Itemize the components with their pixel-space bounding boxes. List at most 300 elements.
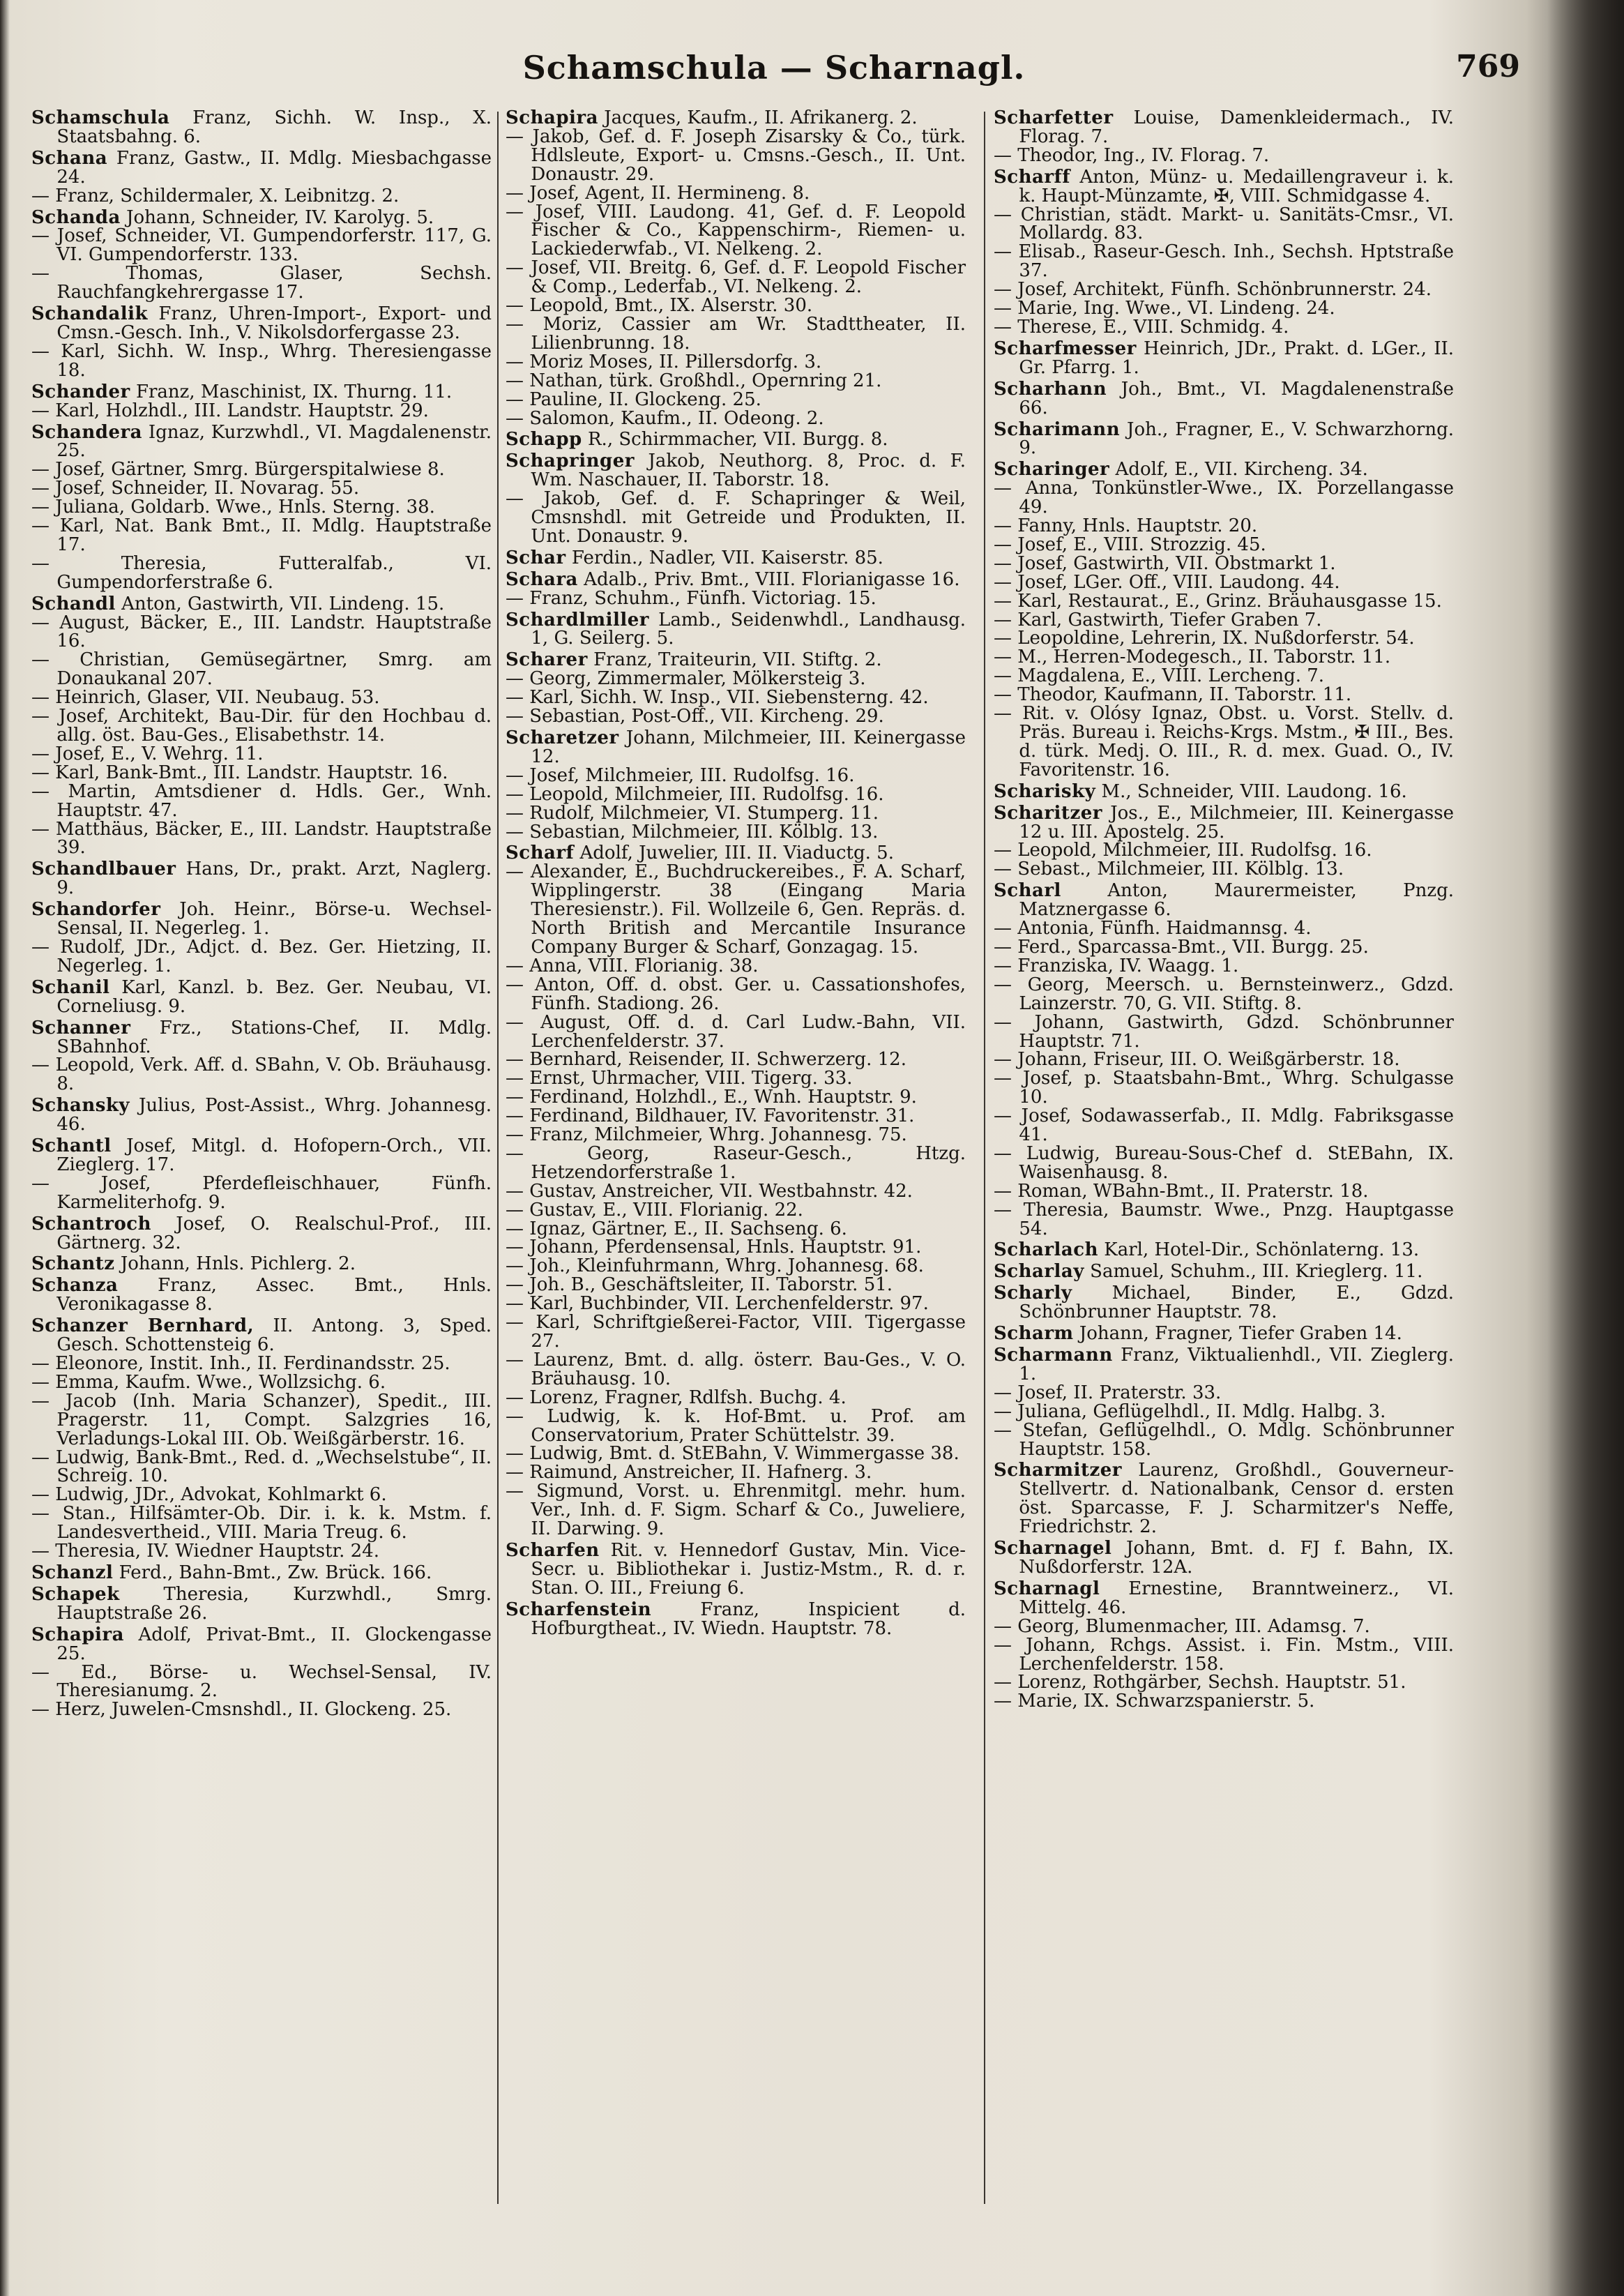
entry-details: — Georg, Meersch. u. Bernsteinwerz., Gdzd. Lainzerstr. 70, G. VII. Stiftg. 8. — [994, 974, 1454, 1014]
directory-entry-sub — [994, 938, 1454, 957]
entry-surname: Schapek — [31, 1583, 120, 1605]
directory-entry-head — [506, 611, 966, 649]
entry-details: — Jacob (Inh. Maria Schanzer), Spedit., III. Pragerstr. 11, Compt. Salzgries 16, Verladungs-Lokal III. Ob. Weißgärberstr. 16. — [31, 1390, 492, 1449]
directory-entry-sub — [994, 1384, 1454, 1403]
entry-details: — Josef, Schneider, VI. Gumpendorferstr. 117, G. VI. Gumpendorferstr. 133. — [31, 225, 492, 266]
entry-details: — Jakob, Gef. d. F. Schapringer & Weil, Cmsnshdl. mit Getreide und Produkten, II. Unt. Donaustr. 9. — [506, 488, 966, 547]
directory-entry-sub — [994, 686, 1454, 704]
entry-details: — Leopoldine, Lehrerin, IX. Nußdorferstr. 54. — [994, 628, 1415, 649]
directory-entry-sub — [994, 243, 1454, 280]
entry-surname: Scharinger — [994, 459, 1110, 481]
directory-entry-sub — [31, 780, 492, 821]
directory-entry-head — [506, 549, 966, 568]
entry-details: Adolf, Privat-Bmt., II. Glockengasse 25. — [56, 1624, 492, 1664]
entry-details: — Josef, VII. Breitg. 6, Gef. d. F. Leopold Fischer & Comp., Lederfab., VI. Nelkeng. 2. — [506, 257, 966, 298]
directory-entry-sub — [31, 1449, 492, 1486]
entry-details: Ferdin., Nadler, VII. Kaiserstr. 85. — [571, 547, 883, 568]
entry-details: — Josef, Gärtner, Smrg. Bürgerspitalwiese 8. — [31, 459, 445, 481]
directory-entry-head — [31, 383, 492, 402]
entry-details: — Ferdinand, Holzhdl., E., Wnh. Hauptstr. 9. — [506, 1087, 917, 1108]
directory-entry-head — [994, 1580, 1454, 1617]
directory-entry-sub — [506, 1351, 966, 1389]
directory-entry-sub — [31, 745, 492, 764]
directory-entry-head — [506, 1601, 966, 1638]
entry-details: — Anna, Tonkünstler-Wwe., IX. Porzellangasse 49. — [994, 478, 1454, 518]
entry-details: Julius, Post-Assist., Whrg. Johannesg. 46. — [56, 1095, 492, 1135]
entry-details: Karl, Kanzl. b. Bez. Ger. Neubau, VI. Corneliusg. 9. — [56, 976, 492, 1017]
entry-surname: Scharitzer — [994, 802, 1102, 824]
directory-entry-sub — [994, 860, 1454, 879]
entry-details: — Ed., Börse- u. Wechsel-Sensal, IV. Theresianumg. 2. — [31, 1661, 492, 1702]
entry-details: — Therese, E., VIII. Schmidg. 4. — [994, 316, 1289, 338]
entry-details: — Johann, Rchgs. Assist. i. Fin. Mstm., VIII. Lerchenfelderstr. 158. — [994, 1634, 1454, 1675]
entry-details: R., Schirmmacher, VII. Burgg. 8. — [587, 429, 888, 451]
directory-entry-sub — [994, 667, 1454, 686]
entry-details: — Karl, Holzhdl., III. Landstr. Hauptstr. 29. — [31, 400, 429, 421]
entry-surname: Scharm — [994, 1323, 1074, 1345]
directory-entry-sub — [994, 280, 1454, 299]
directory-entry-head — [994, 1539, 1454, 1577]
entry-details: M., Schneider, VIII. Laudong. 16. — [1101, 780, 1407, 802]
directory-entry-sub — [506, 1220, 966, 1239]
directory-entry-head — [31, 305, 492, 342]
column-rule — [984, 112, 985, 2204]
directory-entry-sub — [31, 651, 492, 688]
column-2 — [506, 106, 966, 1638]
directory-entry-sub — [31, 1663, 492, 1701]
entry-details: — Emma, Kaufm. Wwe., Wollzsichg. 6. — [31, 1371, 386, 1393]
directory-entry-sub — [994, 1013, 1454, 1051]
entry-surname: Schansky — [31, 1095, 130, 1117]
entry-surname: Scharmann — [994, 1345, 1113, 1366]
entry-details: — Josef, LGer. Off., VIII. Laudong. 44. — [994, 571, 1340, 593]
directory-entry-sub — [994, 1400, 1454, 1422]
entry-details: — Jakob, Gef. d. F. Joseph Zisarsky & Co., türk. Hdlsleute, Export- u. Cmsns.-Gesch., II. Unt. Donaustr. 29. — [506, 126, 966, 185]
entry-details: — Thomas, Glaser, Sechsh. Rauchfangkehrergasse 17. — [31, 263, 492, 303]
directory-entry-head — [31, 1255, 492, 1274]
entry-details: — Theresia, IV. Wiedner Hauptstr. 24. — [31, 1541, 379, 1562]
entry-details: — Leopold, Milchmeier, III. Rudolfsg. 16. — [506, 783, 884, 805]
entry-details: — Josef, Architekt, Fünfh. Schönbrunnerstr. 24. — [994, 279, 1432, 301]
entry-details: — Theresia, Baumstr. Wwe., Pnzg. Hauptgasse 54. — [994, 1199, 1454, 1239]
directory-entry-sub — [506, 296, 966, 315]
directory-entry-sub — [994, 704, 1454, 780]
entry-details: — Ferdinand, Bildhauer, IV. Favoritenstr. 31. — [506, 1105, 915, 1127]
directory-entry-sub — [31, 1542, 492, 1561]
directory-entry-sub — [31, 1172, 492, 1213]
directory-entry-sub — [506, 315, 966, 353]
entry-details: Heinrich, JDr., Prakt. d. LGer., II. Gr. Pfarrg. 1. — [1019, 338, 1455, 378]
directory-entry-head — [994, 780, 1454, 802]
entry-details: Johann, Bmt. d. FJ f. Bahn, IX. Nußdorferstr. 12A. — [1019, 1538, 1454, 1578]
entry-details: Karl, Hotel-Dir., Schönlaterng. 13. — [1104, 1239, 1420, 1261]
entry-details: — Lorenz, Fragner, Rdlfsh. Buchg. 4. — [506, 1387, 847, 1408]
entry-details: Josef, O. Realschul-Prof., III. Gärtnerg. 32. — [56, 1213, 492, 1253]
entry-details: — Josef, II. Praterstr. 33. — [994, 1382, 1222, 1403]
entry-surname: Schamschula — [31, 107, 170, 128]
entry-details: Ferd., Bahn-Bmt., Zw. Brück. 166. — [119, 1562, 432, 1583]
directory-entry-sub — [506, 957, 966, 976]
directory-entry-sub — [994, 629, 1454, 648]
directory-entry-sub — [31, 342, 492, 380]
entry-surname: Schandera — [31, 421, 143, 443]
entry-details: Franz, Traiteurin, VII. Stiftg. 2. — [593, 649, 882, 671]
entry-details: Franz, Sichh. W. Insp., X. Staatsbahng. 6. — [56, 107, 492, 147]
directory-entry-sub — [506, 203, 966, 259]
entry-details: — Stan., Hilfsämter-Ob. Dir. i. k. k. Mstm. f. Landesvertheid., VIII. Maria Treug. 6. — [31, 1503, 492, 1543]
directory-entry-sub — [994, 554, 1454, 573]
entry-details: — Theodor, Ing., IV. Florag. 7. — [994, 144, 1270, 166]
entry-surname: Scharl — [994, 880, 1061, 902]
entry-details: — Fanny, Hnls. Hauptstr. 20. — [994, 515, 1258, 537]
entry-details: — Ferd., Sparcassa-Bmt., VII. Burgg. 25. — [994, 936, 1369, 958]
directory-entry-sub — [31, 938, 492, 976]
directory-entry-sub — [31, 1700, 492, 1719]
entry-details: Samuel, Schuhm., III. Krieglerg. 11. — [1090, 1261, 1423, 1283]
directory-entry-sub — [994, 1617, 1454, 1636]
entry-details: — Josef, VIII. Laudong. 41, Gef. d. F. Leopold Fischer & Co., Kappenschirm-, Riemen- u. Lackiederwfab., VI. Nelkeng. 2. — [506, 201, 966, 260]
entry-details: — Sebastian, Milchmeier, III. Kölblg. 13. — [506, 821, 879, 843]
directory-entry-sub — [31, 614, 492, 651]
entry-details: Rit. v. Hennedorf Gustav, Min. Vice-Secr. u. Bibliothekar i. Justiz-Mstm., R. d. r. Stan. O. III., Freiung 6. — [531, 1539, 966, 1599]
directory-entry-sub — [506, 1182, 966, 1201]
entry-details: — Theresia, Futteralfab., VI. Gumpendorferstraße 6. — [31, 552, 492, 593]
entry-details: — Ludwig, Bank-Bmt., Red. d. „Wechselstube“, II. Schreig. 10. — [31, 1447, 492, 1487]
directory-entry-head — [994, 804, 1454, 842]
entry-surname: Schantroch — [31, 1213, 152, 1234]
directory-entry-head — [31, 1096, 492, 1134]
entry-surname: Schar — [506, 547, 566, 568]
entry-details: Joh. Heinr., Börse-u. Wechsel-Sensal, II. Negerleg. 1. — [56, 899, 492, 939]
column-1 — [31, 106, 492, 1719]
directory-entry-head — [994, 1324, 1454, 1343]
directory-entry-sub — [31, 554, 492, 592]
directory-entry-sub — [994, 146, 1454, 165]
entry-surname: Scharer — [506, 649, 588, 671]
entry-details: — Josef, Schneider, II. Novarag. 55. — [31, 478, 360, 499]
directory-entry-sub — [31, 1486, 492, 1504]
entry-surname: Schanza — [31, 1275, 119, 1297]
directory-entry-head — [994, 882, 1454, 919]
directory-entry-sub — [506, 589, 966, 608]
entry-details: — Karl, Nat. Bank Bmt., II. Mdlg. Hauptstraße 17. — [31, 515, 492, 555]
entry-details: — Johann, Friseur, III. O. Weißgärberstr. 18. — [994, 1049, 1400, 1071]
directory-entry-sub — [506, 1257, 966, 1276]
entry-details: — Karl, Sichh. W. Insp., VII. Siebensterng. 42. — [506, 687, 929, 709]
directory-entry-sub — [506, 1444, 966, 1463]
directory-entry-sub — [506, 823, 966, 842]
entry-details: — Josef, Gastwirth, VII. Obstmarkt 1. — [994, 552, 1336, 574]
entry-details: — Georg, Blumenmacher, III. Adamsg. 7. — [994, 1615, 1370, 1637]
entry-details: — Juliana, Goldarb. Wwe., Hnls. Sterng. 38. — [31, 497, 435, 518]
entry-details: — August, Bäcker, E., III. Landstr. Hauptstraße 16. — [31, 612, 492, 652]
directory-entry-sub — [506, 490, 966, 546]
entry-details: Michael, Binder, E., Gdzd. Schönbrunner Hauptstr. 78. — [1019, 1283, 1454, 1323]
entry-details: — Leopold, Verk. Aff. d. SBahn, V. Ob. Bräuhausg. 8. — [31, 1055, 492, 1095]
entry-details: — Karl, Bank-Bmt., III. Landstr. Hauptstr. 16. — [31, 762, 448, 783]
directory-entry-sub — [994, 841, 1454, 860]
entry-details: — Herz, Juwelen-Cmsnshdl., II. Glockeng. 25. — [31, 1699, 452, 1721]
entry-details: — Salomon, Kaufm., II. Odeong. 2. — [506, 407, 824, 429]
entry-details: — Marie, IX. Schwarzspanierstr. 5. — [994, 1691, 1315, 1712]
directory-entry-sub — [994, 1182, 1454, 1201]
entry-details: Franz, Viktualienhdl., VII. Zieglerg. 1. — [1019, 1345, 1454, 1384]
entry-details: — Laurenz, Bmt. d. allg. österr. Bau-Ges., V. O. Bräuhausg. 10. — [506, 1349, 966, 1389]
directory-entry-head — [994, 460, 1454, 479]
entry-details: — Georg, Raseur-Gesch., Htzg. Hetzendorferstraße 1. — [506, 1142, 966, 1183]
directory-entry-sub — [994, 1421, 1454, 1459]
entry-details: Joh., Bmt., VI. Magdalenenstraße 66. — [1019, 378, 1454, 418]
entry-details: — Josef, Sodawasserfab., II. Mdlg. Fabriksgasse 41. — [994, 1105, 1454, 1146]
directory-entry-sub — [31, 820, 492, 858]
directory-entry-head — [31, 206, 492, 228]
entry-details: Johann, Fragner, Tiefer Graben 14. — [1079, 1323, 1402, 1345]
entry-details: — Marie, Ing. Wwe., VI. Lindeng. 24. — [994, 298, 1335, 319]
entry-details: — Ludwig, k. k. Hof-Bmt. u. Prof. am Conservatorium, Prater Schüttelstr. 39. — [506, 1405, 966, 1446]
directory-entry-sub — [31, 498, 492, 517]
directory-entry-sub — [994, 299, 1454, 318]
directory-entry-sub — [506, 688, 966, 707]
directory-entry-sub — [994, 517, 1454, 536]
directory-entry-sub — [31, 264, 492, 302]
directory-entry-sub — [506, 259, 966, 296]
entry-details: — Josef, E., VIII. Strozzig. 45. — [994, 534, 1266, 555]
entry-details: — Anton, Off. d. obst. Ger. u. Cassationshofes, Fünfh. Stadiong. 26. — [506, 974, 966, 1014]
directory-entry-sub — [506, 707, 966, 726]
directory-entry-sub — [31, 460, 492, 479]
directory-entry-sub — [31, 517, 492, 554]
directory-entry-sub — [31, 1354, 492, 1373]
entry-details: — Leopold, Milchmeier, III. Rudolfsg. 16. — [994, 840, 1372, 861]
directory-entry-head — [506, 1541, 966, 1598]
directory-entry-sub — [506, 1313, 966, 1351]
directory-entry-sub — [31, 227, 492, 264]
entry-details: Joh., Fragner, E., V. Schwarzhorng. 9. — [1019, 418, 1455, 459]
directory-entry-head — [994, 1262, 1454, 1281]
entry-surname: Schapira — [31, 1624, 124, 1645]
entry-details: — Josef, Architekt, Bau-Dir. für den Hochbau d. allg. öst. Bau-Ges., Elisabethstr. 14. — [31, 706, 492, 746]
directory-entry-sub — [506, 1013, 966, 1051]
entry-details: — Franz, Schuhm., Fünfh. Victoriag. 15. — [506, 587, 876, 609]
directory-entry-head — [31, 1276, 492, 1314]
directory-entry-sub — [994, 648, 1454, 667]
entry-details: — Bernhard, Reisender, II. Schwerzerg. 12. — [506, 1049, 906, 1071]
entry-surname: Scharlach — [994, 1239, 1099, 1261]
directory-entry-head — [31, 1317, 492, 1354]
entry-surname: Scharff — [994, 166, 1070, 188]
entry-details: Jos., E., Milchmeier, III. Keinergasse 12 u. III. Apostelg. 25. — [1019, 802, 1454, 843]
entry-surname: Schantl — [31, 1135, 112, 1157]
entry-details: Ignaz, Kurzwhdl., VI. Magdalenenstr. 25. — [56, 421, 492, 462]
entry-details: — Ludwig, Bureau-Sous-Chef d. StEBahn, IX. Waisenhausg. 8. — [994, 1142, 1454, 1183]
entry-details: — Heinrich, Glaser, VII. Neubaug. 53. — [31, 687, 380, 709]
directory-entry-sub — [994, 1142, 1454, 1183]
entry-details: — Roman, WBahn-Bmt., II. Praterstr. 18. — [994, 1180, 1369, 1202]
directory-entry-sub — [994, 536, 1454, 554]
entry-details: Jakob, Neuthorg. 8, Proc. d. F. Wm. Naschauer, II. Taborstr. 18. — [531, 451, 966, 491]
directory-entry-head — [31, 149, 492, 187]
entry-details: — Elisab., Raseur-Gesch. Inh., Sechsh. Hptstraße 37. — [994, 241, 1454, 282]
directory-entry-head — [31, 1626, 492, 1663]
entry-surname: Schara — [506, 568, 578, 590]
entry-details: — Sebastian, Post-Off., VII. Kircheng. 29. — [506, 706, 884, 727]
entry-details: Johann, Schneider, IV. Karolyg. 5. — [126, 206, 434, 228]
entry-surname: Scharnagl — [994, 1578, 1100, 1599]
entry-details: — Matthäus, Bäcker, E., III. Landstr. Hauptstraße 39. — [31, 818, 492, 859]
directory-entry-head — [31, 109, 492, 146]
entry-surname: Scharfen — [506, 1539, 600, 1561]
entry-surname: Schardlmiller — [506, 609, 649, 630]
entry-details: — Georg, Zimmermaler, Mölkersteig 3. — [506, 668, 866, 690]
directory-entry-sub — [506, 976, 966, 1013]
entry-details: Adolf, E., VII. Kircheng. 34. — [1115, 459, 1368, 481]
entry-details: — Ignaz, Gärtner, E., II. Sachseng. 6. — [506, 1218, 847, 1239]
directory-entry-sub — [994, 1673, 1454, 1692]
entry-details: Johann, Hnls. Pichlerg. 2. — [120, 1253, 356, 1275]
entry-details: Josef, Mitgl. d. Hofopern-Orch., VII. Zieglerg. 17. — [56, 1135, 492, 1175]
entry-details: — Josef, E., V. Wehrg. 11. — [31, 743, 264, 764]
directory-entry-sub — [506, 1107, 966, 1126]
directory-entry-sub — [506, 785, 966, 804]
entry-surname: Schanner — [31, 1017, 131, 1039]
entry-details: Lamb., Seidenwhdl., Landhausg. 1, G. Seilerg. 5. — [531, 609, 966, 649]
entry-details: — Franz, Milchmeier, Whrg. Johannesg. 75. — [506, 1124, 907, 1146]
directory-entry-head — [994, 1284, 1454, 1322]
entry-details: Johann, Milchmeier, III. Keinergasse 12. — [531, 727, 966, 767]
entry-details: Anton, Maurermeister, Pnzg. Matznergasse 6. — [1019, 880, 1455, 921]
directory-entry-sub — [506, 766, 966, 785]
entry-details: II. Antong. 3, Sped. Gesch. Schottensteig 6. — [56, 1315, 492, 1356]
directory-entry-sub — [994, 206, 1454, 243]
directory-entry-sub — [506, 1238, 966, 1257]
entry-surname: Schapringer — [506, 451, 635, 472]
entry-details: — Leopold, Bmt., IX. Alserstr. 30. — [506, 295, 813, 317]
directory-entry-sub — [994, 611, 1454, 630]
directory-entry-head — [31, 1215, 492, 1253]
directory-entry-sub — [994, 479, 1454, 517]
entry-details: Theresia, Kurzwhdl., Smrg. Hauptstraße 26. — [56, 1583, 492, 1624]
entry-surname: Scharlay — [994, 1261, 1084, 1283]
entry-details: — Eleonore, Instit. Inh., II. Ferdinandsstr. 25. — [31, 1353, 450, 1374]
entry-details: — Josef, Milchmeier, III. Rudolfsg. 16. — [506, 764, 855, 786]
directory-entry-head — [31, 860, 492, 898]
directory-entry-sub — [506, 1126, 966, 1145]
directory-entry-head — [506, 651, 966, 670]
directory-entry-head — [994, 340, 1454, 377]
directory-entry-head — [31, 595, 492, 614]
entry-details: — Alexander, E., Buchdruckereibes., F. A. Scharf, Wipplingerstr. 38 (Eingang Maria Theresienstr.). Fil. Wollzeile 6, Gen. Repräs. d. North British and Mercantile Insurance Company Burger & Scharf, Gonzagag. 15. — [506, 861, 966, 958]
directory-entry-head — [994, 1461, 1454, 1536]
directory-entry-sub — [994, 573, 1454, 592]
directory-entry-sub — [31, 1056, 492, 1094]
running-head: Schamschula — Scharnagl. — [522, 49, 1026, 86]
directory-entry-sub — [506, 372, 966, 391]
entry-details: — Antonia, Fünfh. Haidmannsg. 4. — [994, 918, 1312, 939]
entry-details: Louise, Damenkleidermach., IV. Florag. 7. — [1019, 107, 1455, 147]
entry-details: — Josef, Pferdefleischhauer, Fünfh. Karmeliterhofg. 9. — [31, 1172, 492, 1213]
page-binding-shadow — [1547, 0, 1624, 2296]
entry-surname: Schanzl — [31, 1562, 114, 1583]
entry-details: Hans, Dr., prakt. Arzt, Naglerg. 9. — [56, 859, 492, 899]
directory-entry-sub — [506, 863, 966, 957]
page-header — [28, 49, 1520, 98]
directory-entry-sub — [506, 1482, 966, 1539]
entry-surname: Scharetzer — [506, 727, 619, 748]
entry-details: — Martin, Amtsdiener d. Hdls. Ger., Wnh. Hauptstr. 47. — [31, 780, 492, 821]
directory-entry-head — [506, 844, 966, 863]
directory-entry-sub — [994, 1050, 1454, 1069]
directory-entry-head — [31, 976, 492, 1017]
entry-details: — Karl, Sichh. W. Insp., Whrg. Theresiengasse 18. — [31, 340, 492, 381]
entry-surname: Scharfetter — [994, 107, 1114, 128]
directory-entry-sub — [506, 1069, 966, 1088]
directory-entry-head — [31, 900, 492, 938]
column-rule — [497, 112, 499, 2204]
entry-details: — Juliana, Geflügelhdl., II. Mdlg. Halbg. 3. — [994, 1400, 1386, 1422]
directory-entry-sub — [31, 1504, 492, 1542]
entry-details: — Moriz Moses, II. Pillersdorfg. 3. — [506, 351, 822, 372]
entry-details: — Nathan, türk. Großhdl., Opernring 21. — [506, 370, 882, 391]
directory-entry-sub — [994, 976, 1454, 1013]
entry-surname: Scharhann — [994, 378, 1107, 400]
directory-entry-head — [31, 1019, 492, 1057]
directory-entry-head — [994, 418, 1455, 459]
directory-entry-sub — [994, 592, 1454, 611]
entry-surname: Schandlbauer — [31, 859, 176, 880]
entry-surname: Scharfenstein — [506, 1599, 652, 1620]
entry-details: Franz, Maschinist, IX. Thurng. 11. — [135, 381, 453, 402]
directory-entry-head — [994, 109, 1454, 146]
entry-details: — Ludwig, JDr., Advokat, Kohlmarkt 6. — [31, 1484, 387, 1506]
entry-details: — Josef, p. Staatsbahn-Bmt., Whrg. Schulgasse 10. — [994, 1068, 1454, 1108]
entry-details: — Gustav, Anstreicher, VII. Westbahnstr. 42. — [506, 1180, 913, 1202]
entry-details: — Christian, Gemüsegärtner, Smrg. am Donaukanal 207. — [31, 649, 492, 690]
page-number: 769 — [1456, 49, 1520, 84]
entry-details: — Magdalena, E., VIII. Lercheng. 7. — [994, 665, 1325, 687]
entry-surname: Scharfmesser — [994, 338, 1137, 359]
entry-details: — Moriz, Cassier am Wr. Stadttheater, II. Lilienbrunng. 18. — [506, 313, 966, 354]
entry-details: — Pauline, II. Glockeng. 25. — [506, 388, 761, 410]
directory-entry-sub — [506, 353, 966, 372]
directory-entry-head — [506, 109, 966, 128]
directory-entry-sub — [994, 919, 1454, 938]
entry-details: — M., Herren-Modegesch., II. Taborstr. 11. — [994, 647, 1391, 668]
directory-entry-sub — [994, 318, 1454, 337]
directory-entry-head — [994, 168, 1454, 206]
directory-entry-sub — [994, 957, 1454, 976]
directory-entry-sub — [994, 1069, 1454, 1107]
directory-entry-head — [31, 1564, 492, 1583]
entry-details: — Karl, Restaurat., E., Grinz. Bräuhausgasse 15. — [994, 590, 1442, 612]
entry-surname: Schanda — [31, 206, 121, 228]
directory-entry-sub — [31, 187, 492, 206]
directory-entry-sub — [506, 1276, 966, 1294]
entry-details: Anton, Gastwirth, VII. Lindeng. 15. — [121, 593, 445, 614]
directory-entry-sub — [506, 1050, 966, 1069]
directory-entry-sub — [506, 1201, 966, 1220]
entry-details: — Franz, Schildermaler, X. Leibnitzg. 2. — [31, 185, 400, 206]
entry-details: Anton, Münz- u. Medaillengraveur i. k. k. Haupt-Münzamte, ✠, VIII. Schmidgasse 4. — [1019, 166, 1455, 206]
directory-entry-sub — [506, 1088, 966, 1107]
entry-details: — Johann, Gastwirth, Gdzd. Schönbrunner Hauptstr. 71. — [994, 1011, 1454, 1052]
directory-entry-head — [31, 1137, 492, 1175]
entry-details: — Karl, Buchbinder, VII. Lerchenfelderstr. 97. — [506, 1293, 929, 1315]
entry-surname: Scharimann — [994, 418, 1121, 440]
page-left-edge — [0, 0, 10, 2296]
directory-entry-sub — [506, 1407, 966, 1445]
entry-details: — Karl, Schriftgießerei-Factor, VIII. Tigergasse 27. — [506, 1312, 966, 1352]
entry-details: — Stefan, Geflügelhdl., O. Mdlg. Schönbrunner Hauptstr. 158. — [994, 1419, 1454, 1460]
